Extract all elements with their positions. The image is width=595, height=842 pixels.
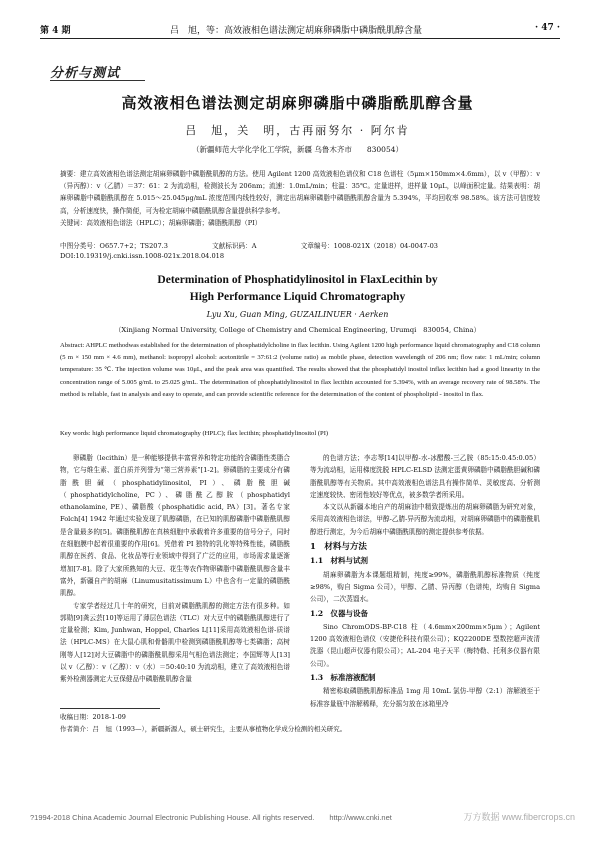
keywords-cn: 关键词：高效液相色谱法（HPLC）；胡麻卵磷脂；磷脂酰肌醇（PI） [60, 218, 262, 227]
clc-number: 中图分类号：O657.7+2；TS207.3 [60, 242, 168, 250]
body-paragraph: 精密称取磷脂酰肌醇标准品 1mg 用 10mL 氯仿-甲醇（2:1）溶解液至于标准容量瓶中溶解稀释，充分摇匀放在冰箱里冷 [310, 687, 540, 708]
running-title: 吕 旭，等：高效液相色谱法测定胡麻卵磷脂中磷脂酰肌醇含量 [170, 26, 423, 36]
body-paragraph: 卵磷脂（lecithin）是一种能够提供丰富营养和特定功能的含磷脂性类脂合物，它与维生素、蛋白质并列誉为“第三营养素”[1-2]。卵磷脂的主要成分有磷脂酰胆碱（phosphatidylinositol, PI）、磷脂酰胆碱（phosphatidylcholine, PC）、磷脂酰乙醇胺（phosphatidyl ethanolamine, PE）、磷脂酸（phosphatidic acid, PA）[3]。著名专家 Folch[4] 1942 年通过实验发现了肌醇磷脂，在已知的肌醇磷脂中磷脂酰肌醇是含量最多的[5]。磷脂酰肌醇在真核细胞中承载着许多重要的信号分子，同时在细胞膜中起着很重要的作用[6]。凭借着 PI 独特的乳化等特殊性能，磷脂酰肌醇在医药、食品、化妆品等行业领域中得到了广泛的应用，市场需求量逐渐增加[7-8]。除了大家所熟知的大豆、花生等农作物卵磷脂中磷脂酰肌醇含量丰富外，新疆自产的胡麻（Linumusitatissimum L）中也含有一定量的磷脂酰肌醇。 [60, 454, 290, 598]
copyright-line: ?1994-2018 China Academic Journal Electronic Publishing House. All rights reserved. http://www.cnki.net [30, 813, 392, 822]
title-en-line-1: Determination of Phosphatidylinositol in FlaxLecithin by [157, 274, 438, 286]
body-paragraph: 专家学者经过几十年的研究，目前对磷脂酰肌醇的测定方法有很多种。如郭勋[9]龚云芸[10]等运用了薄层色谱法（TLC）对大豆中的磷脂酰肌醇进行了定量检测；Kim, Junhwan, Hoppel, Charles L[11]采用高效液相色谱-质谱法（HPLC-MS）在大鼠心肌和骨骼肌中检测到磷脂酰肌醇等七类磷脂；高树刚等人[12]对大豆磷脂中的磷脂酰肌醇采用气相色谱法测定；李国辉等人[13]以 v（乙醇）：v（乙醇）：v（水）＝50:40:10 为流动相，建立了高效液相色谱紫外检测器测定大豆保健品中磷脂酰肌醇含量 [60, 601, 290, 684]
keywords-en: Key words: high performance liquid chromatography (HPLC); flax lecithin; phosphatidylinositol (PI) [60, 430, 329, 437]
body-paragraph: Sino ChromODS-BP-C18 柱（4.6mm×200mm×5μm）；Agilent 1200 高效液相色谱仪（安捷伦科技有限公司）；KQ2200DE 型数控超声波清洗器（昆山超声仪器有限公司）；AL-204 电子天平（梅特勒、托利多仪器有限公司）。 [310, 622, 540, 668]
article-number: 文章编号：1008-021X（2018）04-0047-03 [300, 242, 438, 250]
page-footer [0, 810, 595, 830]
doi: DOI:10.19319/j.cnki.issn.1008-021x.2018.04.018 [60, 252, 225, 260]
title-en [0, 272, 595, 306]
body-paragraph: 本文以从新疆本地自产的胡麻油中精致提炼出的胡麻卵磷脂为研究对象，采用高效液相色谱法，甲醇-乙腈-异丙醇为流动相，对胡麻卵磷脂中的磷脂酰肌醇进行测定，为今后胡麻中磷脂酰肌醇的测定提供参考依据。 [310, 503, 540, 536]
title-cn: 高效液相色谱法测定胡麻卵磷脂中磷脂酰肌醇含量 [121, 94, 474, 112]
doc-code: 文献标识码：A [212, 242, 257, 250]
footnote-received: 收稿日期：2018-1-09 [60, 713, 126, 721]
affiliation-en: （Xinjiang Normal University, College of Chemistry and Chemical Engineering, Urumqi 830054, China） [114, 326, 481, 334]
title-en-line-2: High Performance Liquid Chromatography [189, 291, 406, 303]
section-heading-1: 1 材料与方法 [310, 542, 367, 553]
section-tag-underline [50, 80, 145, 81]
authors-en: Lyu Xu, Guan Ming, GUZAILINUER · Aerken [206, 310, 389, 319]
page-number: · 47 · [534, 23, 560, 33]
classification-line [60, 240, 540, 250]
watermark-text: 万方数据 www.fibercrops.cn [463, 812, 575, 822]
abstract-en: Abstract: AHPLC methodwas established for the determination of phosphatidylcholine in flax lecithin. Using Agilent 1200 high performance liquid chromatography and C18 column (5 m × 150 mm × 4.6 mm), methanol: isopropyl alcohol: acetonitrile = 37:61:2 (volume ratio) as mobile phase, detection wavelength of 206 nm; flow rate: 1 mL/min; column temperature: 35 ℃. The injection volume was 10μL, and the peak area was quantified. The results showed that the phosphatidyl inositol inflax lecithin had a good linearity in the concentration range of 5.005 g/mL to 25.025 g/mL. The determination of phosphatidylinositol in flax lecithin accounted for 5.394%, with an average recovery rate of 98.58%. The method is reliable, fast in analysis and easy to operate, and can provide scientific reference for the determination of the content of phospholipid - inositol in flax. [60, 342, 540, 398]
body-left-column [60, 452, 290, 686]
section-heading-1-1: 1.1 材料与试剂 [310, 556, 369, 566]
section-heading-1-3: 1.3 标准溶液配制 [310, 673, 376, 683]
abstract-cn-text: 摘要：建立高效液相色谱法测定胡麻卵磷脂中磷脂酰肌醇的方法。使用 Agilent 1200 高效液相色谱仪和 C18 色谱柱（5μm×150mm×4.6mm），以 v（甲醇）：v（异丙醇）：v（乙腈）＝37：61：2 为流动相，检测波长为 206nm；流速：1.0mL/min；柱温：35℃。定量进样，进样量 10μL，以峰面积定量。结果表明：胡麻卵磷脂中磷脂酰肌醇在 5.015～25.045μg/mL 浓度范围内线性较好，测定出胡麻卵磷脂中磷脂酰肌醇含量为 5.394%，平均回收率 98.58%。该方法可信度较高，分析速度快，操作简便，可为检定胡麻中磷脂酰肌醇含量提供科学参考。 [60, 170, 540, 215]
abstract-cn [60, 168, 540, 229]
page-header [40, 20, 560, 39]
body-paragraph: 的色谱方法；李志琴[14]以甲醇-水-冰醋酸-三乙胺（85:15:0.45:0.05）等为流动相，运用梯度洗脱 HPLC-ELSD 法测定蛋黄卵磷脂中磷脂酰胆碱和磷脂酰肌醇等有关物质。其中高效液相色谱法具有操作简单、灵敏度高、分析测定速度较快、密闭性较好等优点，被多数学者所采用。 [310, 454, 540, 499]
section-heading-1-2: 1.2 仪器与设备 [310, 608, 369, 618]
section-tag: 分析与测试 [50, 62, 120, 81]
issue-number: 第 4 期 [40, 26, 71, 36]
authors-cn: 吕 旭，关 明，古再丽努尔 · 阿尔肯 [185, 124, 410, 137]
footnote-rule [60, 708, 160, 709]
body-paragraph: 胡麻卵磷脂为本课题组精制，纯度≥99%，磷脂酰肌醇标准物质（纯度≥98%，购自 Sigma 公司），甲醇、乙腈、异丙醇（色谱纯，均购自 Sigma 公司），二次蒸馏水。 [310, 570, 540, 604]
footnote-author: 作者简介：吕 旭（1993—），新疆新源人，硕士研究生，主要从事植物化学成分检测的相关研究。 [60, 725, 347, 733]
affiliation-cn: （新疆师范大学化学化工学院，新疆 乌鲁木齐市 830054） [191, 145, 403, 154]
body-right-column [310, 452, 540, 710]
